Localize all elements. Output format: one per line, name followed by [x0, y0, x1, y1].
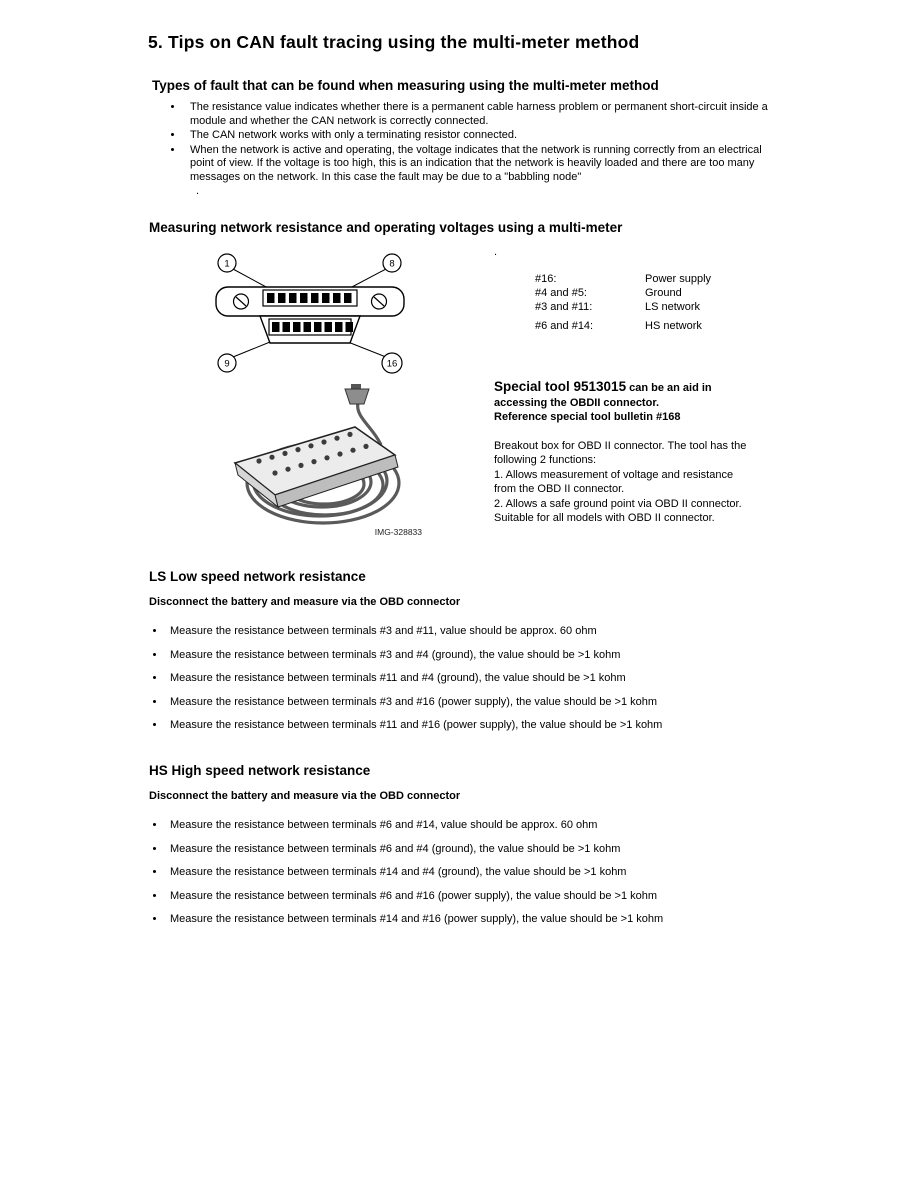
stray-period: .: [494, 246, 498, 258]
types-section-heading: Types of fault that can be found when measuring using the multi-meter method: [152, 78, 659, 93]
callout-pin-8: 8: [389, 258, 395, 270]
measuring-section-heading: Measuring network resistance and operating voltages using a multi-meter: [149, 220, 623, 235]
bullet-item: • The resistance value indicates whether there is a permanent cable harness problem or permanent short-circuit inside a module and whether the CAN network is correctly connected.: [184, 101, 782, 128]
pin-function: LS network: [645, 301, 701, 313]
breakout-box-figure: [205, 383, 440, 545]
pin-numbers: #6 and #14:: [535, 320, 594, 332]
measurement-step: • Measure the resistance between terminals #14 and #4 (ground), the value should be >1 kohm: [166, 866, 849, 879]
pin-numbers: #16:: [535, 273, 557, 285]
measurement-step: • Measure the resistance between terminals #6 and #16 (power supply), the value should be >1 kohm: [166, 890, 849, 903]
ls-section-subheading: Disconnect the battery and measure via the OBD connector: [149, 596, 461, 608]
hs-network-section: [149, 763, 849, 937]
measurement-step: • Measure the resistance between terminals #3 and #16 (power supply), the value should be >1 kohm: [166, 696, 849, 709]
special-tool-name: Special tool 9513015: [494, 379, 627, 394]
special-tool-lead: [494, 380, 750, 410]
tool-description-line: Suitable for all models with OBD II connector.: [494, 512, 715, 524]
obd-plug: [345, 384, 369, 404]
pin-legend-row: [535, 300, 711, 314]
hs-bullet-list: [149, 819, 849, 926]
connector-body: [216, 287, 404, 343]
page-title: 5. Tips on CAN fault tracing using the multi-meter method: [148, 32, 640, 52]
measurement-step: • Measure the resistance between terminals #3 and #11, value should be approx. 60 ohm: [166, 625, 849, 638]
callout-pin-16: 16: [386, 358, 398, 370]
measurement-step: • Measure the resistance between terminals #11 and #16 (power supply), the value should be >1 kohm: [166, 719, 849, 732]
trailing-period: .: [196, 185, 200, 197]
pin-function: Ground: [645, 287, 682, 299]
pin-function: Power supply: [645, 273, 712, 285]
pin-numbers: #4 and #5:: [535, 287, 587, 299]
image-caption: IMG-328833: [374, 527, 422, 537]
ls-bullet-list: [149, 625, 849, 732]
types-of-fault-section: [152, 78, 812, 197]
measurement-step: • Measure the resistance between terminals #6 and #4 (ground), the value should be >1 kohm: [166, 843, 849, 856]
tool-description-line: Breakout box for OBD II connector. The tool has the following 2 functions:: [494, 439, 747, 466]
obd-connector-figure: [208, 250, 413, 378]
hs-section-subheading: Disconnect the battery and measure via the OBD connector: [149, 790, 461, 802]
breakout-box-photo: [205, 383, 440, 545]
ls-section-heading: LS Low speed network resistance: [149, 569, 366, 584]
tool-description: [494, 439, 750, 526]
special-tool-lead-rest: can be an aid in accessing the OBDII connector.: [494, 382, 712, 409]
callout-pin-1: 1: [224, 258, 230, 270]
pin-legend: [535, 272, 711, 333]
measurement-step: • Measure the resistance between terminals #6 and #14, value should be approx. 60 ohm: [166, 819, 849, 832]
pin-numbers: #3 and #11:: [535, 301, 593, 313]
pin-legend-row: [535, 286, 711, 300]
measurement-step: • Measure the resistance between terminals #11 and #4 (ground), the value should be >1 kohm: [166, 672, 849, 685]
measurement-step: • Measure the resistance between terminals #3 and #4 (ground), the value should be >1 kohm: [166, 649, 849, 662]
pin-legend-row: [535, 272, 711, 286]
special-tool-text: [494, 380, 750, 526]
tool-description-line: 2. Allows a safe ground point via OBD II connector.: [494, 497, 742, 510]
bullet-item: • The CAN network works with only a terminating resistor connected.: [184, 129, 782, 143]
ls-network-section: [149, 569, 849, 743]
pin-legend-row: [535, 319, 711, 333]
tool-description-line: 1. Allows measurement of voltage and resistance from the OBD II connector.: [494, 468, 734, 495]
callout-pin-9: 9: [224, 358, 230, 370]
bullet-item: • When the network is active and operating, the voltage indicates that the network is running correctly from an electrical point of view. If the voltage is too high, this is an indication that the network is heavily loaded and there are too many messages on the network. In this case the fault may be due to a "babbling node": [184, 144, 782, 185]
special-tool-reference: Reference special tool bulletin #168: [494, 411, 681, 423]
obd-connector-diagram: [208, 250, 413, 378]
hs-section-heading: HS High speed network resistance: [149, 763, 371, 778]
measurement-step: • Measure the resistance between terminals #14 and #16 (power supply), the value should be >1 kohm: [166, 913, 849, 926]
pin-function: HS network: [645, 320, 702, 332]
types-bullet-list: [152, 101, 782, 184]
